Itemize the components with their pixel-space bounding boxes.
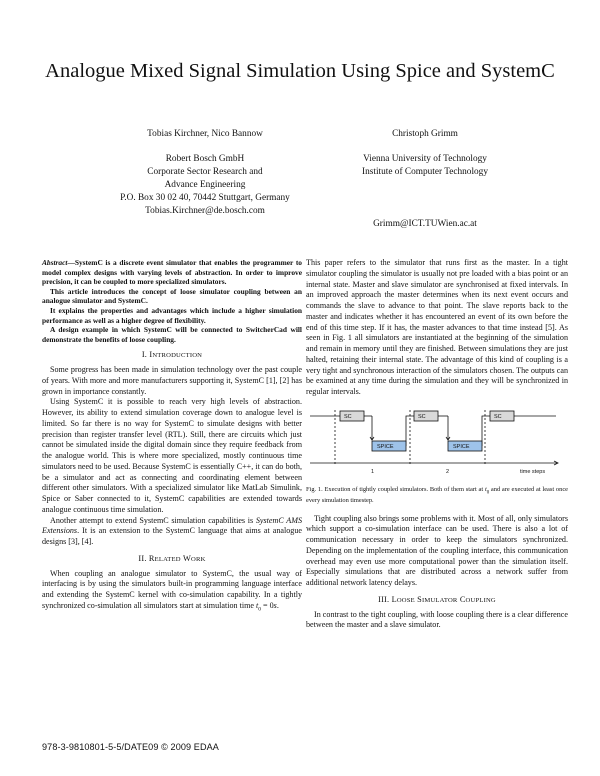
sc-label: SC	[418, 413, 426, 420]
affiliation-line: Advance Engineering	[164, 180, 246, 190]
affiliation-line: Vienna University of Technology	[363, 154, 487, 164]
author-names: Christoph Grimm	[392, 129, 458, 139]
timing-diagram-svg	[306, 406, 568, 480]
abstract-paragraph: This article introduces the concept of loose simulator coupling between an analogue simulator and SystemC.	[42, 286, 302, 306]
abstract	[42, 258, 302, 344]
section-heading-related-work: II. RELATED WORK	[138, 553, 206, 563]
axis-label: time steps	[520, 468, 546, 475]
sc-label: SC	[344, 413, 352, 420]
body-paragraph: When coupling an analogue simulator to SystemC, the usual way of interfacing is by using the simulators built-in programming language interface and extending the SystemC kernel with co-simulation capability. In a tightly synchronized co-simulation all simulators start at simulation time $t_0 = 0s$.	[42, 568, 302, 613]
figure-caption: Fig. 1. Execution of tightly coupled simulators. Both of them start at $t_0$ and are executed at least once every simulation timestep.	[306, 485, 568, 505]
step-label: 2	[446, 468, 450, 475]
abstract-label: Abstract	[42, 258, 68, 267]
footer-isbn: 978-3-9810801-5-5/DATE09 © 2009 EDAA	[42, 742, 219, 752]
author-block-bosch	[100, 128, 310, 218]
affiliation-line: P.O. Box 30 02 40, 70442 Stuttgart, Germany	[120, 193, 290, 203]
body-paragraph: Another attempt to extend SystemC simulation capabilities is SystemC AMS Extensions. It is an extension to the SystemC language that aims at analogue designs [3], [4].	[42, 515, 303, 547]
left-column	[42, 258, 302, 615]
sc-label: SC	[494, 413, 502, 420]
section-heading-loose-coupling: III. LOOSE SIMULATOR COUPLING	[378, 594, 496, 604]
abstract-paragraph: A design example in which SystemC will be connected to SwitcherCad will demonstrate the benefits of loose coupling.	[42, 325, 302, 344]
body-paragraph: Some progress has been made in simulation technology over the past couple of years. With more and more manufacturers supporting it, SystemC [1], [2] has grown in importance constantly.	[42, 365, 302, 396]
author-block-tuwien	[330, 128, 520, 231]
author-email: Grimm@ICT.TUWien.ac.at	[373, 219, 477, 229]
abstract-paragraph: Abstract—SystemC is a discrete event simulator that enables the programmer to model complex designs with varying levels of abstraction. In order to improve precision, it can be coupled to more specialized simulators.	[42, 258, 302, 287]
affiliation-line: Institute of Computer Technology	[362, 167, 488, 177]
affiliation-line: Robert Bosch GmbH	[165, 154, 245, 164]
author-email: Tobias.Kirchner@de.bosch.com	[145, 206, 265, 216]
paper-title: Analogue Mixed Signal Simulation Using Spice and SystemC	[45, 60, 555, 82]
spice-label: SPICE	[453, 443, 470, 450]
body-paragraph: In contrast to the tight coupling, with loose coupling there is a clear difference between the master and a slave simulator.	[306, 609, 568, 630]
figure-1-timing-diagram	[306, 406, 568, 480]
abstract-paragraph: It explains the properties and advantages which include a higher simulation performance as well as a higher degree of flexibility.	[42, 305, 302, 325]
body-paragraph: Tight coupling also brings some problems with it. Most of all, only simulators which support a co-simulation interface can be used. There is also a lot of communication necessary in order to keep the simulators synchronized. Depending on the implementation of the coupling interface, this communication overhead may even use more computational power than the simulation itself. Especially simulations that are distributed across a network suffer from additional network latency delays.	[306, 513, 568, 588]
affiliation-line: Corporate Sector Research and	[147, 167, 263, 177]
right-column	[306, 258, 568, 631]
spice-label: SPICE	[377, 443, 394, 450]
author-names: Tobias Kirchner, Nico Bannow	[147, 129, 263, 139]
body-paragraph: This paper refers to the simulator that runs first as the master. In a tight simulator coupling the simulator is usually not pre loaded with a bias point or an internal state. Master and slave simulator are synchronised at fixed intervals. In an improved approach the master determines when its next event occurs and commands the slave to advance to that point. The slave reports back to the master and indicates whether it has encountered an event of its own before the end of this time step. If it has, the master advances to that time instead [5]. As seen in Fig. 1 all simulators are instantiated at the beginning of the simulation and remain in memory until they are finished. Between simulations they are just halted, retaining their internal state. The advantage of this kind of coupling is a very tight and synchronous interaction of the simulators chosen. The outputs can be examined at any time during the simulation and they will be synchronized in regular intervals.	[306, 258, 568, 396]
step-label: 1	[371, 468, 375, 475]
body-paragraph: Using SystemC it is possible to reach very high levels of abstraction. However, its ability to extend simulation coverage down to analogue level is limited. So far there is no way for SystemC to simulate designs with better precision than register transfer level (RTL). Still, there are circuits which just cannot be simulated inside the digital domain since they require feedback from the analogue world. This is where more specialized, mostly continuous time simulators need to be used. Because SystemC is essentially C++, it can do both, be a simulator and act as connecting and coordinating element between different other simulators. With a specialized simulator like MatLab Simulink, Spice or Saber connected to it, SystemC capabilities are extended towards analogue continuous time simulation.	[42, 397, 302, 514]
section-heading-introduction: I. INTRODUCTION	[141, 350, 203, 360]
